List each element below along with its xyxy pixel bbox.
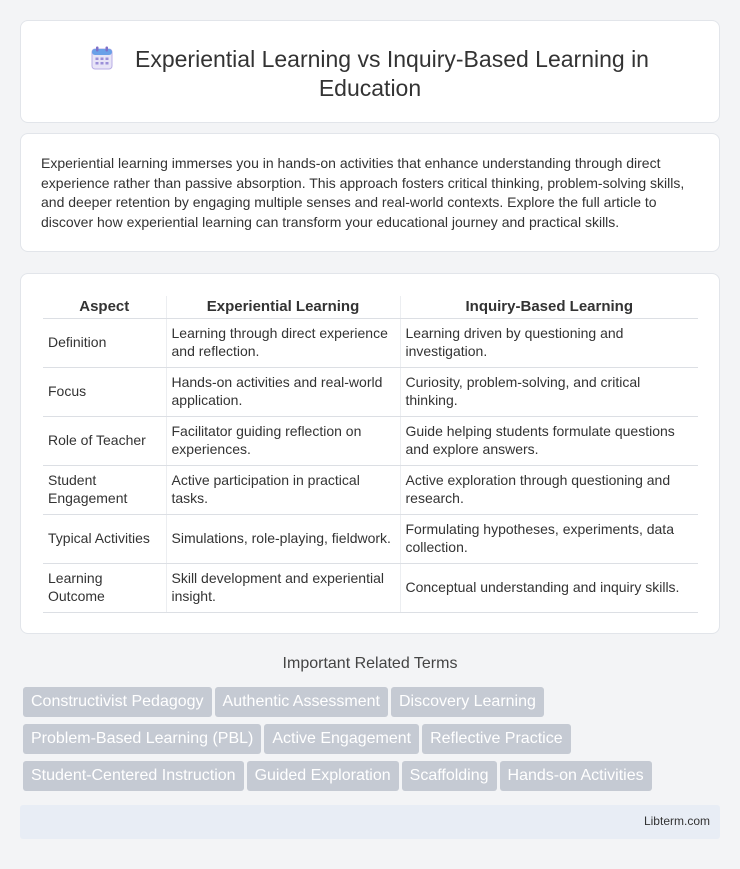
tag-active-engagement[interactable]: Active Engagement — [264, 724, 419, 754]
tag-reflective-practice[interactable]: Reflective Practice — [422, 724, 571, 754]
row-aspect: Definition — [43, 318, 166, 367]
page-title — [21, 45, 719, 103]
title-card — [20, 20, 720, 123]
table-row — [43, 416, 698, 465]
table-header-row — [43, 296, 698, 318]
tag-discovery-learning[interactable]: Discovery Learning — [391, 687, 544, 717]
comparison-table — [43, 296, 698, 613]
row-aspect: Focus — [43, 367, 166, 416]
row-inquiry: Curiosity, problem-solving, and critical thinking. — [400, 367, 698, 416]
intro-card — [20, 133, 720, 252]
related-terms — [23, 687, 723, 798]
row-inquiry: Active exploration through questioning and research. — [400, 465, 698, 514]
tag-row — [23, 724, 723, 761]
tag-constructivist-pedagogy[interactable]: Constructivist Pedagogy — [23, 687, 212, 717]
comparison-card — [20, 273, 720, 634]
table-row — [43, 465, 698, 514]
calendar-icon — [91, 46, 113, 70]
row-aspect: Role of Teacher — [43, 416, 166, 465]
row-experiential: Simulations, role-playing, fieldwork. — [166, 514, 400, 563]
tag-row — [23, 761, 723, 798]
title-line-2: Education — [318, 75, 422, 101]
row-aspect: Student Engagement — [43, 465, 166, 514]
header-inquiry: Inquiry-Based Learning — [400, 296, 698, 318]
tag-scaffolding[interactable]: Scaffolding — [402, 761, 497, 791]
row-experiential: Skill development and experiential insight. — [166, 563, 400, 612]
footer — [20, 805, 720, 839]
row-inquiry: Formulating hypotheses, experiments, data collection. — [400, 514, 698, 563]
tag-authentic-assessment[interactable]: Authentic Assessment — [215, 687, 388, 717]
header-experiential: Experiential Learning — [166, 296, 400, 318]
tag-hands-on-activities[interactable]: Hands-on Activities — [500, 761, 652, 791]
tag-problem-based-learning[interactable]: Problem-Based Learning (PBL) — [23, 724, 261, 754]
row-aspect: Typical Activities — [43, 514, 166, 563]
intro-text: Experiential learning immerses you in hands-on activities that enhance understanding through direct experience rather than passive absorption. This approach fosters critical thinking, problem-solving skills, and deeper retention by engaging multiple senses and real-world contexts. Explore the full article to discover how experiential learning can transform your educational journey and practical skills. — [41, 155, 685, 230]
row-experiential: Learning through direct experience and reflection. — [166, 318, 400, 367]
row-inquiry: Guide helping students formulate questions and explore answers. — [400, 416, 698, 465]
row-inquiry: Conceptual understanding and inquiry skills. — [400, 563, 698, 612]
tag-student-centered-instruction[interactable]: Student-Centered Instruction — [23, 761, 244, 791]
footer-site-link[interactable]: Libterm.com — [643, 814, 710, 828]
header-aspect: Aspect — [43, 296, 166, 318]
title-line-1: Experiential Learning vs Inquiry-Based Learning in — [135, 46, 649, 72]
tag-row — [23, 687, 723, 724]
tag-guided-exploration[interactable]: Guided Exploration — [247, 761, 399, 791]
row-inquiry: Learning driven by questioning and investigation. — [400, 318, 698, 367]
related-terms-heading: Important Related Terms — [282, 655, 458, 672]
table-row — [43, 514, 698, 563]
table-row — [43, 318, 698, 367]
row-aspect: Learning Outcome — [43, 563, 166, 612]
row-experiential: Hands-on activities and real-world application. — [166, 367, 400, 416]
row-experiential: Facilitator guiding reflection on experiences. — [166, 416, 400, 465]
table-row — [43, 563, 698, 612]
row-experiential: Active participation in practical tasks. — [166, 465, 400, 514]
table-row — [43, 367, 698, 416]
